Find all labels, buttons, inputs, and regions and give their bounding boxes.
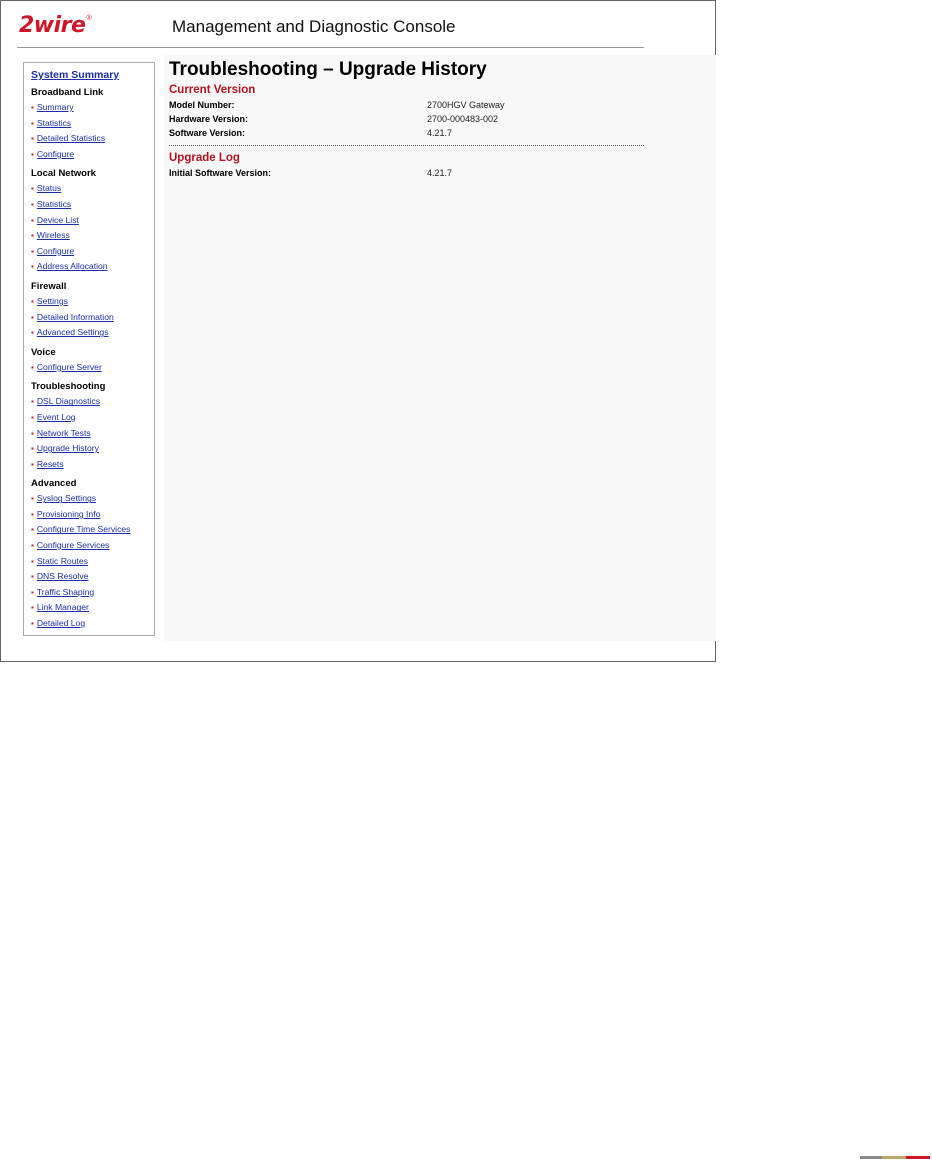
nav-section-title: Troubleshooting (31, 381, 106, 393)
dotted-divider (169, 145, 644, 146)
nav-link[interactable]: Provisioning Info (36, 508, 101, 519)
bullet-icon: ▪ (31, 525, 34, 535)
nav-link[interactable]: Configure (36, 245, 75, 256)
bullet-icon: ▪ (31, 231, 34, 241)
nav-item (31, 213, 154, 229)
nav-item (31, 616, 154, 632)
nav-section-title: Local Network (31, 168, 96, 180)
nav-item (31, 116, 154, 132)
bullet-icon: ▪ (31, 312, 34, 322)
bullet-icon: ▪ (31, 262, 34, 272)
nav-section-title: Voice (31, 346, 56, 358)
nav-item (31, 294, 154, 310)
info-row (169, 98, 644, 112)
bullet-icon: ▪ (31, 328, 34, 338)
nav-item (31, 554, 154, 570)
nav-item (31, 259, 154, 275)
info-value: 4.21.7 (427, 168, 453, 178)
corner-color-bar (860, 1156, 930, 1159)
bullet-icon: ▪ (31, 199, 34, 209)
nav-item (31, 457, 154, 473)
nav-link[interactable]: Upgrade History (36, 443, 99, 454)
browser-window (0, 0, 716, 662)
current-version-heading: Current Version (169, 84, 256, 96)
nav-link[interactable]: Wireless (36, 230, 70, 241)
nav-link[interactable]: Event Log (36, 411, 76, 422)
bullet-icon: ▪ (31, 397, 34, 407)
nav-item (31, 228, 154, 244)
nav-link[interactable]: Detailed Statistics (36, 133, 106, 144)
nav-item (31, 522, 154, 538)
logo-text: 2wire (19, 13, 86, 38)
nav-link[interactable]: Resets (36, 458, 64, 469)
info-label: Initial Software Version: (169, 168, 272, 178)
sidebar-nav (23, 62, 155, 636)
upgrade-log-heading: Upgrade Log (169, 152, 240, 164)
info-label: Hardware Version: (169, 114, 249, 124)
bullet-icon: ▪ (31, 494, 34, 504)
bullet-icon: ▪ (31, 541, 34, 551)
nav-link[interactable]: Traffic Shaping (36, 586, 95, 597)
nav-item (31, 569, 154, 585)
nav-item (31, 491, 154, 507)
bullet-icon: ▪ (31, 556, 34, 566)
nav-item (31, 585, 154, 601)
nav-link[interactable]: Configure (36, 148, 75, 159)
info-value: 4.21.7 (427, 128, 453, 138)
nav-link[interactable]: Detailed Information (36, 311, 114, 322)
bullet-icon: ▪ (31, 362, 34, 372)
console-title: Management and Diagnostic Console (172, 17, 456, 36)
nav-item (31, 507, 154, 523)
bullet-icon: ▪ (31, 619, 34, 629)
nav-item (31, 410, 154, 426)
corner-bar-red (906, 1156, 930, 1159)
nav-link[interactable]: Syslog Settings (36, 493, 97, 504)
nav-link[interactable]: Address Allocation (36, 261, 108, 272)
main-content (169, 59, 644, 180)
nav-sections (31, 87, 154, 632)
bullet-icon: ▪ (31, 587, 34, 597)
nav-item (31, 600, 154, 616)
bullet-icon: ▪ (31, 603, 34, 613)
bullet-icon: ▪ (31, 184, 34, 194)
nav-link[interactable]: Configure Services (36, 540, 110, 551)
upgrade-log-table (169, 166, 644, 180)
nav-link[interactable]: Configure Time Services (36, 524, 131, 535)
nav-item (31, 100, 154, 116)
header (17, 11, 644, 48)
info-value: 2700HGV Gateway (427, 100, 505, 110)
nav-link[interactable]: Statistics (36, 117, 72, 128)
nav-link[interactable]: DSL Diagnostics (36, 396, 101, 407)
nav-link[interactable]: DNS Resolve (36, 571, 89, 582)
nav-link[interactable]: Status (36, 183, 62, 194)
corner-bar-gray (860, 1156, 882, 1159)
nav-link[interactable]: Settings (36, 295, 68, 306)
nav-link[interactable]: Advanced Settings (36, 327, 109, 338)
bullet-icon: ▪ (31, 459, 34, 469)
nav-section-title: Advanced (31, 478, 77, 490)
nav-link[interactable]: Static Routes (36, 555, 88, 566)
bullet-icon: ▪ (31, 428, 34, 438)
registered-mark-icon: ® (86, 15, 92, 22)
nav-item (31, 310, 154, 326)
nav-link[interactable]: Network Tests (36, 427, 91, 438)
nav-item (31, 131, 154, 147)
nav-item (31, 197, 154, 213)
info-label: Model Number: (169, 100, 235, 110)
bullet-icon: ▪ (31, 149, 34, 159)
bullet-icon: ▪ (31, 118, 34, 128)
info-value: 2700-000483-002 (427, 114, 499, 124)
bullet-icon: ▪ (31, 444, 34, 454)
info-row (169, 112, 644, 126)
nav-item (31, 441, 154, 457)
nav-link[interactable]: Detailed Log (36, 618, 86, 629)
nav-item (31, 538, 154, 554)
nav-link[interactable]: Summary (36, 102, 74, 112)
nav-link[interactable]: Configure Server (36, 361, 102, 372)
nav-item (31, 181, 154, 197)
corner-bar-tan (882, 1156, 906, 1159)
bullet-icon: ▪ (31, 246, 34, 256)
bullet-icon: ▪ (31, 572, 34, 582)
info-row (169, 166, 644, 180)
nav-item (31, 147, 154, 163)
bullet-icon: ▪ (31, 412, 34, 422)
nav-item (31, 360, 154, 376)
bullet-icon: ▪ (31, 103, 34, 112)
nav-item (31, 426, 154, 442)
page-title: Troubleshooting – Upgrade History (169, 59, 487, 80)
bullet-icon: ▪ (31, 509, 34, 519)
brand-logo (19, 13, 92, 39)
info-label: Software Version: (169, 128, 246, 138)
nav-link[interactable]: Statistics (36, 198, 72, 209)
nav-link[interactable]: Link Manager (36, 602, 89, 613)
nav-section-title: Broadband Link (31, 87, 104, 98)
bullet-icon: ▪ (31, 215, 34, 225)
nav-item (31, 244, 154, 260)
nav-section-title: Firewall (31, 280, 67, 292)
info-row (169, 126, 644, 140)
system-summary-link[interactable]: System Summary (31, 69, 120, 81)
bullet-icon: ▪ (31, 134, 34, 144)
current-version-table (169, 98, 644, 140)
nav-item (31, 325, 154, 341)
nav-link[interactable]: Device List (36, 214, 79, 225)
nav-item (31, 394, 154, 410)
bullet-icon: ▪ (31, 296, 34, 306)
